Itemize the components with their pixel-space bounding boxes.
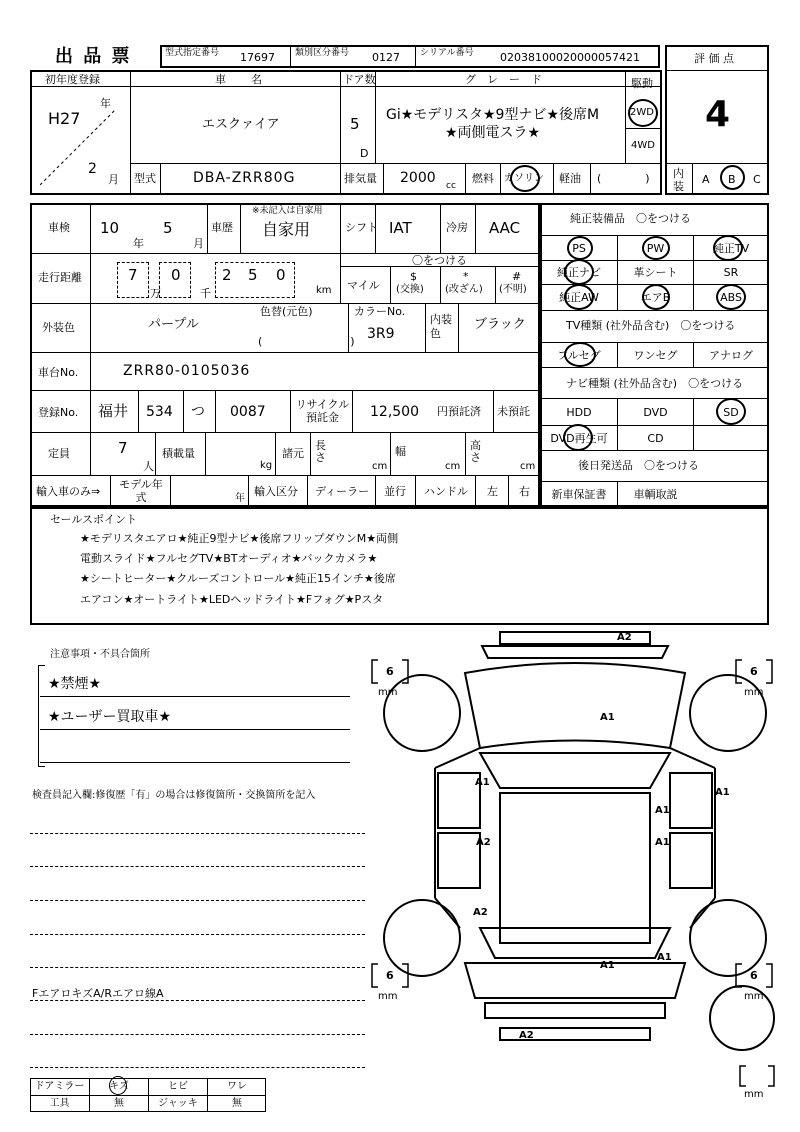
jack-value: 無 <box>232 1098 242 1109</box>
capacity-value: 7 <box>118 439 128 457</box>
grade-line-1: Gi★モデリスタ★9型ナビ★後席M <box>386 107 600 123</box>
dashed-line <box>30 900 365 901</box>
divider <box>183 390 184 432</box>
divider <box>205 432 206 475</box>
divider <box>90 203 91 475</box>
dashed-line <box>30 833 365 834</box>
ac-value: AAC <box>489 219 521 237</box>
recycle-amount: 12,500 <box>370 404 419 420</box>
doors-value: 5 <box>350 115 360 133</box>
mileage-digit: 0 <box>171 266 181 284</box>
dashed-line <box>30 866 365 867</box>
history-note: ※未記入は自家用 <box>252 206 323 216</box>
tread-unit: mm <box>744 1089 764 1100</box>
windshield <box>480 753 670 788</box>
height-label: 高さ <box>470 439 481 464</box>
fuel-other: ( ) <box>597 172 650 185</box>
divider <box>390 432 391 475</box>
damage-mark: A2 <box>473 907 488 918</box>
equip-ps: PS <box>572 241 586 255</box>
displacement-unit: cc <box>446 181 456 191</box>
dashed-line <box>30 967 365 968</box>
navi-cd: CD <box>647 431 664 445</box>
reg-number: 0087 <box>230 404 266 420</box>
grade-line-2: ★両側電スラ★ <box>445 125 541 141</box>
later-manual: 車輌取説 <box>633 488 678 501</box>
inspector-label: 検査員記入欄:修復歴「有」の場合は修復箇所・交換箇所を記入 <box>32 790 316 801</box>
type-label: 型式 <box>134 172 156 185</box>
height-unit: cm <box>520 461 536 472</box>
divider <box>465 163 466 195</box>
tv-fullseg: フルセグ <box>557 348 601 362</box>
divider <box>440 266 441 303</box>
sales-point-line: 電動スライド★フルセグTV★BTオーディオ★バックカメラ★ <box>80 552 378 565</box>
caution-line: ★ユーザー買取車★ <box>48 709 172 725</box>
serial-number: 02038100020000057421 <box>500 51 640 64</box>
divider <box>352 390 353 432</box>
divider <box>493 390 494 432</box>
divider <box>425 303 426 352</box>
car-name-label: 車 名 <box>215 73 263 86</box>
divider <box>375 475 376 507</box>
load-unit: kg <box>260 460 273 471</box>
inspection-month-unit: 月 <box>193 237 204 250</box>
import-type-label: 輸入区分 <box>254 485 298 498</box>
navi-blank <box>694 426 768 450</box>
model-year-label: モデル年式 <box>119 478 163 504</box>
doors-label: ドア数 <box>343 73 376 86</box>
divider <box>508 475 509 507</box>
selected-circle <box>716 284 746 310</box>
divider <box>30 432 540 433</box>
serial-label: シリアル番号 <box>420 48 474 58</box>
divider <box>30 303 540 304</box>
tread-bracket <box>740 1066 774 1086</box>
fuel-label: 燃料 <box>472 172 494 185</box>
divider <box>475 475 476 507</box>
selected-circle <box>564 259 594 285</box>
car-damage-diagram <box>370 628 780 1128</box>
later-warranty: 新車保証書 <box>551 488 607 501</box>
selected-circle <box>720 165 745 190</box>
fuel-gasoline: ガソリン <box>504 173 544 184</box>
recycle-status: 円預託済 <box>437 405 481 418</box>
shift-value: IAT <box>389 219 412 237</box>
tread-value: 6 <box>386 969 394 982</box>
car-name: エスクァイア <box>202 117 280 132</box>
tailgate <box>465 960 685 998</box>
interior-grade-b: B <box>728 173 736 186</box>
navi-label: ナビ種類 (社外品含む) 〇をつける <box>566 377 744 390</box>
mile-label: マイル <box>347 279 380 292</box>
score-label: 評 価 点 <box>694 52 734 65</box>
divider <box>248 475 249 507</box>
model-code: 17697 <box>240 51 275 64</box>
mileage-digit: 2 <box>222 266 232 284</box>
tv-oneseg: ワンセグ <box>633 348 678 362</box>
divider <box>540 367 769 368</box>
damage-mark: A2 <box>519 1030 534 1041</box>
tread-unit: mm <box>378 687 398 698</box>
mile-star: * <box>463 270 469 283</box>
selected-circle <box>109 1076 127 1095</box>
mile-dollar-note: (交換) <box>396 284 424 295</box>
sales-point-line: ★シートヒーター★クルーズコントロール★純正15インチ★後席 <box>80 572 396 585</box>
divider <box>155 432 156 475</box>
rule-line <box>40 696 350 697</box>
selected-circle <box>642 236 670 260</box>
import-label: 輸入車のみ⇒ <box>36 485 101 498</box>
divider <box>30 475 540 476</box>
divider <box>340 70 341 195</box>
mileage-man: 万 <box>150 287 161 300</box>
tread-value: 6 <box>750 665 758 678</box>
divider <box>160 163 161 195</box>
mile-check: 〇をつける <box>412 254 467 267</box>
doors-suffix: D <box>360 147 369 160</box>
recycle-label: リサイクル預託金 <box>295 398 350 424</box>
dims-label: 諸元 <box>282 447 304 460</box>
divider <box>458 303 459 352</box>
tread-unit: mm <box>744 687 764 698</box>
handle-label: ハンドル <box>424 485 468 498</box>
divider <box>215 390 216 432</box>
divider <box>240 203 241 253</box>
damage-mark: A1 <box>600 960 615 971</box>
navi-sd: SD <box>723 405 739 419</box>
tv-label: TV種類 (社外品含む) 〇をつける <box>566 319 736 332</box>
rear-left-wheel <box>384 900 460 976</box>
divider <box>310 432 311 475</box>
damage-mark: A2 <box>476 837 491 848</box>
mileage-label: 走行距離 <box>38 271 82 284</box>
front-spoiler <box>482 646 668 658</box>
tool-value: 無 <box>114 1098 124 1109</box>
tread-value: 6 <box>386 665 394 678</box>
front-left-door <box>438 773 480 828</box>
roof <box>500 793 650 943</box>
mirror-label: ドアミラー <box>34 1081 85 1092</box>
damage-mark: A1 <box>600 712 615 723</box>
divider <box>625 70 626 163</box>
ac-label: 冷房 <box>446 221 468 234</box>
divider <box>30 352 540 353</box>
doc-title: 出 品 票 <box>55 46 132 67</box>
tread-unit: mm <box>378 991 398 1002</box>
divider <box>665 70 769 71</box>
divider <box>440 203 441 253</box>
divider <box>110 475 111 507</box>
damage-mark: A1 <box>655 805 670 816</box>
divider <box>383 163 384 195</box>
repaint-label: 色替(元色) <box>260 305 313 318</box>
damage-mark: A1 <box>657 952 672 963</box>
mileage-digit: 0 <box>276 266 286 284</box>
divider <box>170 475 171 507</box>
displacement-value: 2000 <box>400 170 436 186</box>
length-label: 長さ <box>315 439 326 464</box>
navi-dvd: DVD <box>643 405 668 419</box>
first-reg-era: H27 <box>48 109 81 128</box>
caution-label: 注意事項・不具合箇所 <box>50 649 150 660</box>
width-label: 幅 <box>395 445 406 458</box>
selected-circle <box>564 284 594 310</box>
recycle-unpaid: 未預託 <box>497 405 530 418</box>
mile-hash: # <box>512 270 522 283</box>
equip-genuine-aw: 純正AW <box>559 291 599 304</box>
exterior-color: パープル <box>148 317 199 332</box>
divider <box>415 45 416 68</box>
front-right-door <box>670 773 712 828</box>
sales-point-line: ★モデリスタエアロ★純正9型ナビ★後席フリップダウンM★両側 <box>80 532 399 545</box>
fender-lines <box>435 748 715 768</box>
selected-circle <box>510 165 540 192</box>
first-reg-label: 初年度登録 <box>45 73 100 86</box>
bracket <box>38 665 45 767</box>
hibi-label: ヒビ <box>168 1081 188 1092</box>
drive-2wd: 2WD <box>630 107 654 118</box>
mileage-digit: 5 <box>248 266 258 284</box>
rule-line <box>40 729 350 730</box>
caution-line: ★禁煙★ <box>48 676 102 692</box>
sales-points-box <box>30 507 769 625</box>
selected-circle <box>563 424 593 451</box>
interior-grade-a: A <box>702 173 710 186</box>
tread-unit: mm <box>744 991 764 1002</box>
tread-value: 6 <box>750 969 758 982</box>
fuel-diesel: 軽油 <box>559 172 581 185</box>
inspection-month: 5 <box>163 219 173 237</box>
capacity-unit: 人 <box>143 460 154 473</box>
history-label: 車歴 <box>211 221 233 234</box>
divider <box>340 203 341 253</box>
divider <box>375 203 376 253</box>
selected-circle <box>564 342 596 367</box>
interior-grade-label: 内装 <box>673 167 684 193</box>
later-label: 後日発送品 〇をつける <box>578 459 699 472</box>
equip-abs: ABS <box>720 291 742 304</box>
length-unit: cm <box>372 461 388 472</box>
divider <box>307 475 308 507</box>
sales-points-label: セールスポイント <box>50 513 138 526</box>
year-unit: 年 <box>100 97 111 110</box>
inspection-label: 車検 <box>48 221 70 234</box>
divider <box>475 203 476 253</box>
equip-sr: SR <box>723 266 739 279</box>
import-dealer: ディーラー <box>315 485 370 498</box>
tool-label: 工具 <box>49 1098 70 1109</box>
divider <box>590 163 591 195</box>
class-code: 0127 <box>372 51 400 64</box>
color-no: 3R9 <box>367 326 395 342</box>
selected-circle <box>642 284 670 310</box>
equip-genuine-navi: 純正ナビ <box>557 266 601 279</box>
divider <box>540 310 769 311</box>
drive-label: 駆動 <box>631 77 653 90</box>
selected-circle <box>716 398 746 425</box>
reg-region: 福井 <box>98 402 129 420</box>
mileage-sen: 千 <box>200 287 211 300</box>
load-label: 積載量 <box>162 447 195 460</box>
navi-dvd-playback: DVD再生可 <box>550 431 608 445</box>
mile-hash-note: (不明) <box>499 284 527 295</box>
equip-genuine-tv: 純正TV <box>712 241 750 255</box>
mileage-digit: 7 <box>128 266 138 284</box>
damage-mark: A1 <box>655 837 670 848</box>
reg-class: 534 <box>146 404 173 420</box>
inspection-year-unit: 年 <box>133 237 144 250</box>
reg-kana: つ <box>191 404 205 420</box>
divider <box>130 70 131 195</box>
damage-mark: A2 <box>617 632 632 643</box>
color-no-label: カラーNo. <box>354 305 406 318</box>
dashed-line <box>30 1067 365 1068</box>
equip-pw: PW <box>646 241 665 255</box>
model-code-label: 型式指定番号 <box>165 48 220 58</box>
type-value: DBA-ZRR80G <box>193 170 296 186</box>
divider <box>275 432 276 475</box>
divider <box>290 390 291 432</box>
mile-dollar: $ <box>410 270 417 283</box>
selected-circle <box>567 236 593 260</box>
chassis-number: ZRR80-0105036 <box>123 363 251 379</box>
divider <box>30 390 540 391</box>
mile-star-note: (改ざん) <box>445 284 483 295</box>
ware-label: ワレ <box>227 1081 247 1092</box>
capacity-label: 定員 <box>48 447 70 460</box>
jack-label: ジャッキ <box>158 1098 198 1109</box>
grade-label: グ レ ー ド <box>465 73 542 86</box>
first-reg-month: 2 <box>88 161 97 177</box>
class-code-label: 類別区分番号 <box>295 48 350 58</box>
chassis-label: 車台No. <box>38 366 79 379</box>
mileage-unit: km <box>316 285 332 296</box>
hood <box>465 663 685 748</box>
divider <box>390 266 391 303</box>
divider <box>415 475 416 507</box>
divider <box>692 163 693 195</box>
selected-circle <box>628 99 658 127</box>
inspector-text: FエアロキズA/Rエアロ線A <box>32 987 164 1000</box>
divider <box>625 128 662 129</box>
repaint-paren: ( ) <box>258 335 355 348</box>
model-year-unit: 年 <box>235 493 245 504</box>
interior-color: ブラック <box>474 317 526 332</box>
mirror-value: キズ <box>109 1081 129 1092</box>
displacement-label: 排気量 <box>344 172 377 185</box>
divider <box>465 432 466 475</box>
exterior-label: 外装色 <box>42 321 75 334</box>
history-value: 自家用 <box>262 220 311 239</box>
damage-mark: A1 <box>475 777 490 788</box>
rear-left-door <box>438 833 480 888</box>
shift-label: シフト <box>345 221 378 234</box>
selected-circle <box>713 235 743 261</box>
navi-hdd: HDD <box>566 405 592 419</box>
equip-leather: 革シート <box>633 266 678 279</box>
month-unit: 月 <box>108 173 119 186</box>
interior-grade-c: C <box>753 173 761 186</box>
rear-bumper <box>485 1003 665 1018</box>
damage-mark: A1 <box>715 787 730 798</box>
spare-wheel <box>710 986 774 1050</box>
sales-point-line: エアコン★オートライト★LEDヘッドライト★Fフォグ★Pスタ <box>80 593 384 606</box>
rule-line <box>40 762 350 763</box>
divider <box>340 253 341 303</box>
interior-color-label: 内装色 <box>430 313 452 340</box>
divider <box>665 163 769 164</box>
import-parallel: 並行 <box>384 485 406 498</box>
score-value: 4 <box>705 94 731 135</box>
tv-analog: アナログ <box>709 348 753 362</box>
details-block <box>30 203 540 507</box>
divider <box>130 163 662 164</box>
dashed-line <box>30 1034 365 1035</box>
divider <box>500 163 501 195</box>
reg-label: 登録No. <box>38 406 79 419</box>
handle-right: 右 <box>519 485 530 498</box>
divider <box>138 390 139 432</box>
divider <box>207 203 208 253</box>
divider <box>495 266 496 303</box>
divider <box>290 45 291 68</box>
equip-airbag: エアB <box>640 291 671 304</box>
rear-right-door <box>670 833 712 888</box>
dashed-line <box>30 934 365 935</box>
handle-left: 左 <box>487 485 498 498</box>
divider <box>553 163 554 195</box>
rear-right-wheel <box>690 900 766 976</box>
drive-4wd: 4WD <box>631 140 655 151</box>
dashed-line <box>30 1000 365 1001</box>
divider <box>30 86 662 87</box>
inspection-year: 10 <box>100 219 120 237</box>
genuine-label: 純正装備品 〇をつける <box>570 212 691 225</box>
width-unit: cm <box>445 461 461 472</box>
divider <box>348 303 349 352</box>
